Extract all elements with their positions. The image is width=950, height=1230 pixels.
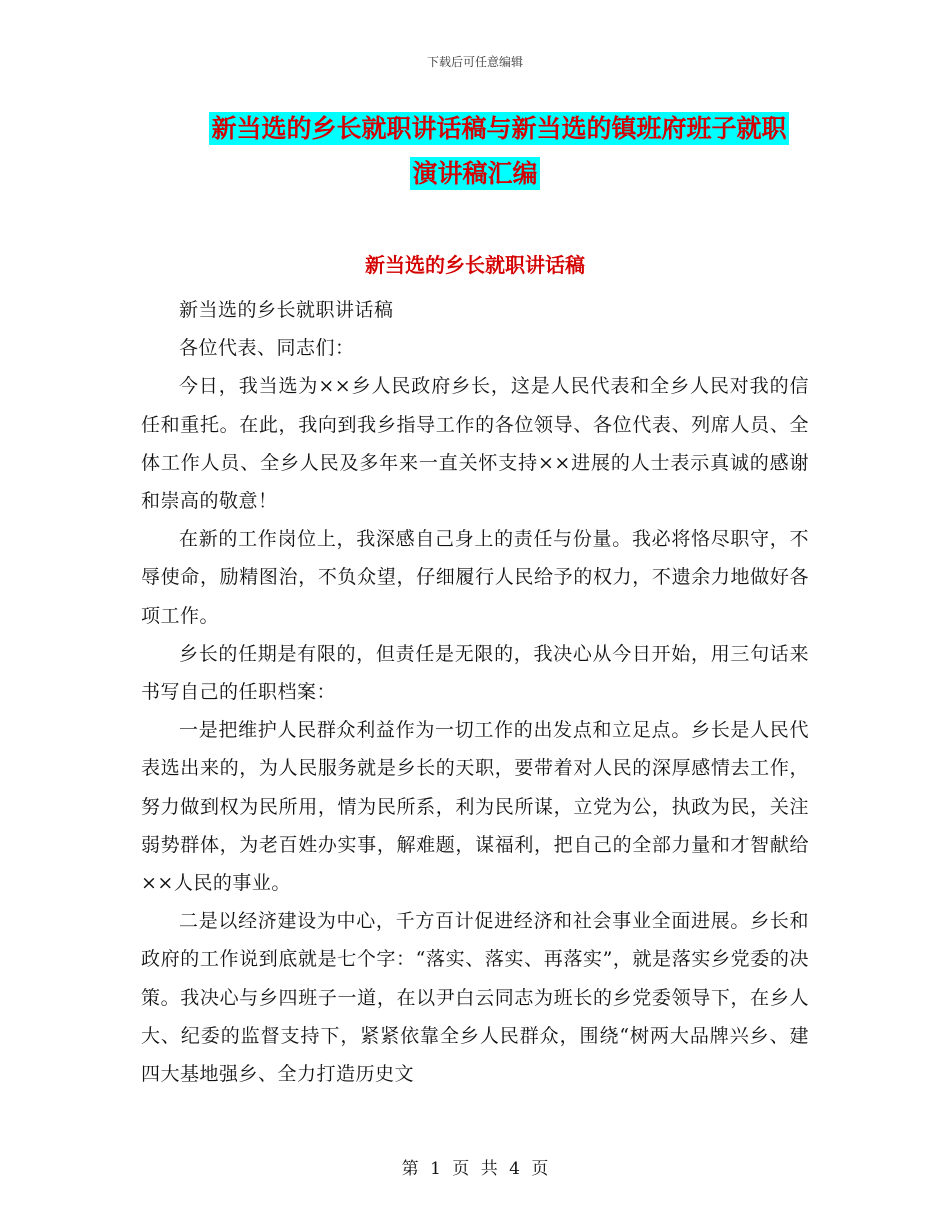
paragraph: 今日，我当选为××乡人民政府乡长，这是人民代表和全乡人民对我的信任和重托。在此，我向到我乡指导工作的各位领导、各位代表、列席人员、全体工作人员、全乡人民及多年来一直关怀支持××进展的人士表示真诚的感谢和崇高的敬意！ [141, 375, 809, 513]
document-body [141, 291, 809, 1093]
document-title-line-1 [0, 112, 950, 146]
paragraph: 二是以经济建设为中心，千方百计促进经济和社会事业全面进展。乡长和政府的工作说到底就是七个字：“落实、落实、再落实”，就是落实乡党委的决策。我决心与乡四班子一道，在以尹白云同志为班长的乡党委领导下，在乡人大、纪委的监督支持下，紧紧依靠全乡人民群众，围绕“树两大品牌兴乡、建四大基地强乡、全力打造历史文 [141, 910, 809, 1086]
section-title: 新当选的乡长就职讲话稿 [365, 253, 585, 277]
paragraph: 新当选的乡长就职讲话稿 [179, 299, 394, 321]
document-title-line-2 [0, 157, 950, 191]
paragraph: 各位代表、同志们： [179, 337, 355, 360]
document-title-text-1: 新当选的乡长就职讲话稿与新当选的镇班府班子就职 [211, 114, 787, 143]
paragraph: 在新的工作岗位上，我深感自己身上的责任与份量。我必将恪尽职守，不辱使命，励精图治，不负众望，仔细履行人民给予的权力，不遗余力地做好各项工作。 [141, 528, 809, 627]
paragraph: 乡长的任期是有限的，但责任是无限的，我决心从今日开始，用三句话来书写自己的任职档案： [141, 642, 809, 704]
header-note: 下载后可任意编辑 [426, 55, 523, 69]
document-title-text-2: 演讲稿汇编 [412, 159, 538, 188]
paragraph: 一是把维护人民群众利益作为一切工作的出发点和立足点。乡长是人民代表选出来的，为人民服务就是乡长的天职，要带着对人民的深厚感情去工作，努力做到权为民所用，情为民所系，利为民所谋，立党为公，执政为民，关注弱势群体，为老百姓办实事，解难题，谋福利，把自己的全部力量和才智献给××人民的事业。 [141, 719, 809, 895]
page-number-footer: 第 1 页 共 4 页 [401, 1159, 549, 1179]
